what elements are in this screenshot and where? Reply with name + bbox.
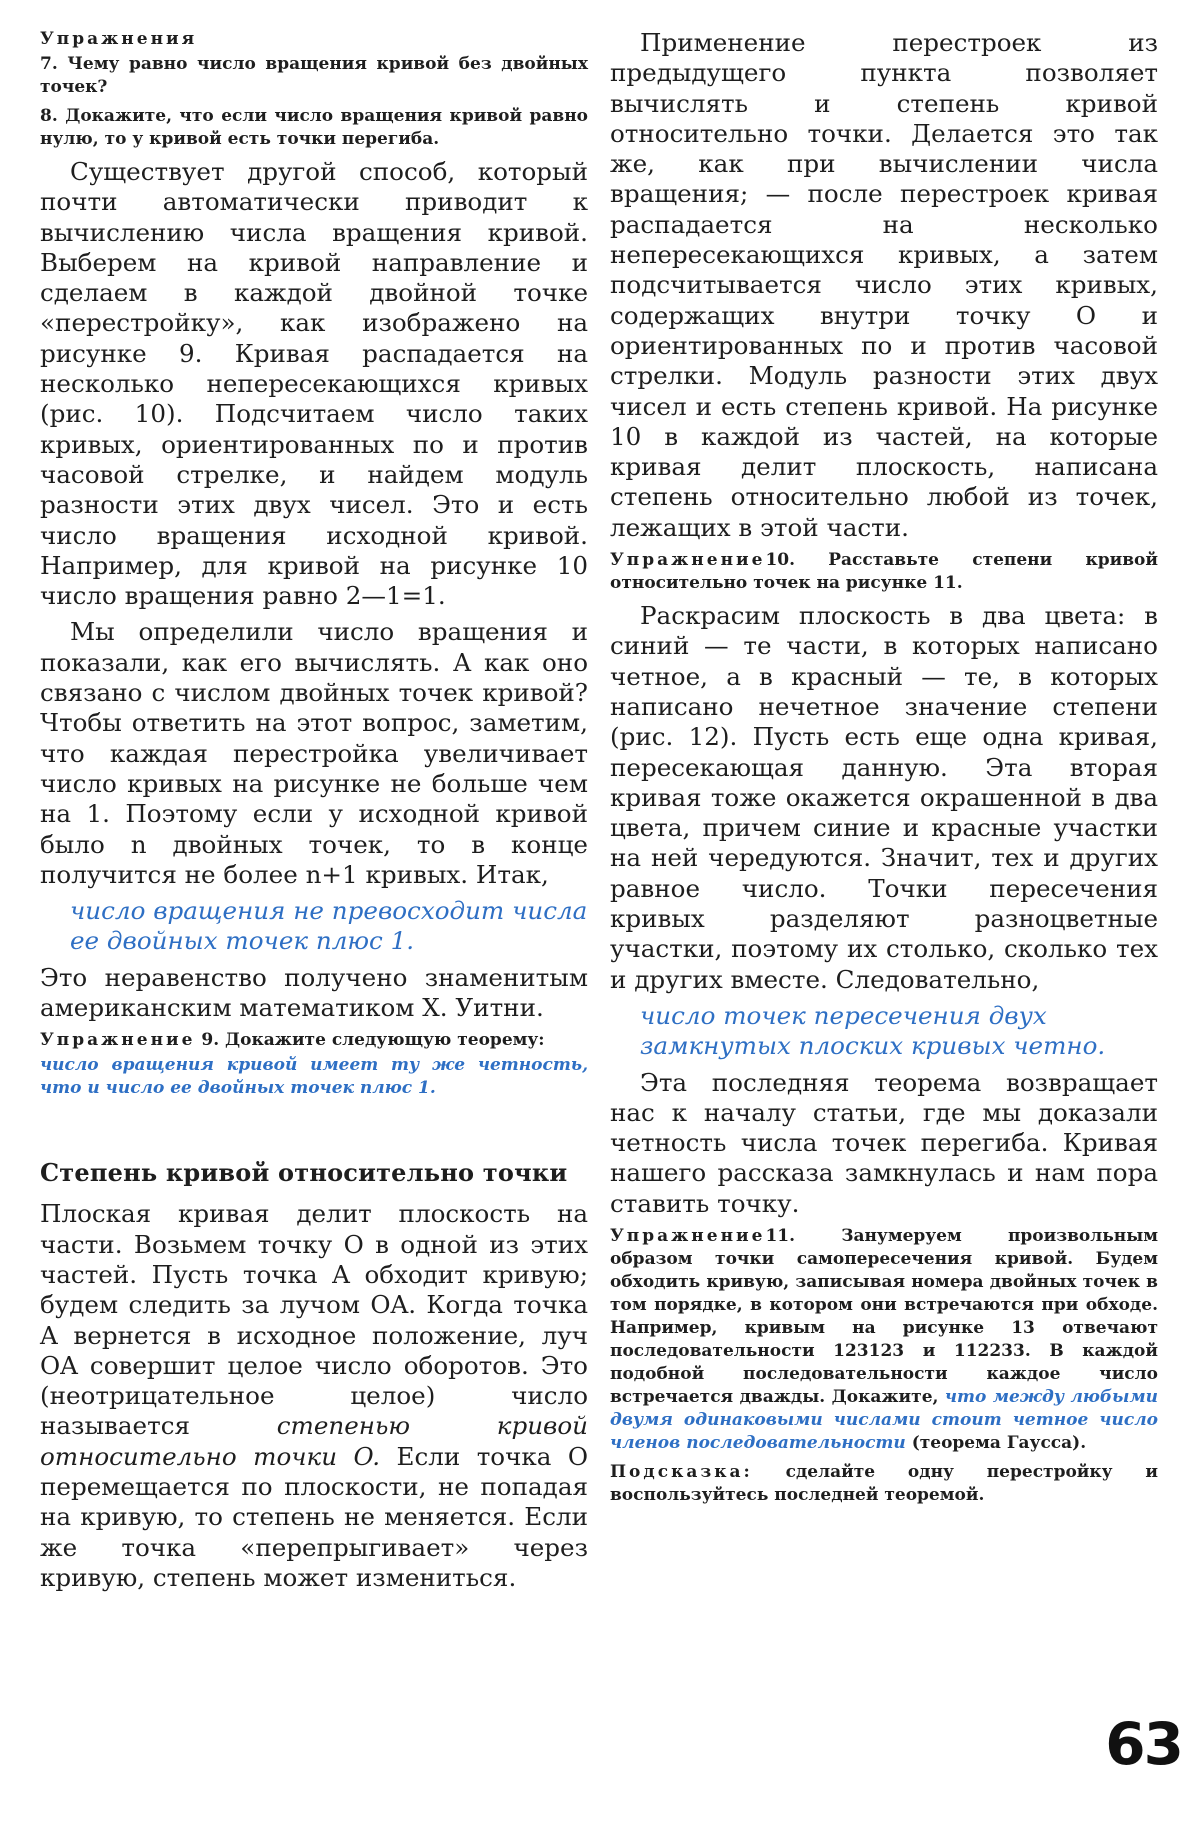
exercise-9-theorem: число вращения кривой имеет ту же четность, что и число ее двойных точек плюс 1. <box>40 1055 588 1099</box>
paragraph-rotation-method: Существует другой способ, который почти автоматически приводит к вычислению числа вращения кривой. Выберем на кривой направление и сделаем в каждой двойной точке «перестройку», как изображено на рисунке 9. Кривая распадается на несколько непересекающихся кривых (рис. 10). Подсчитаем число таких кривых, ориентированных по и против часовой стрелке, и найдем модуль разности этих двух чисел. Это и есть число вращения исходной кривой. Например, для кривой на рисунке 10 число вращения равно 2—1=1. <box>40 157 588 611</box>
exercise-9-number: 9. <box>201 1030 220 1051</box>
exercise-7-number: 7. <box>40 54 58 74</box>
exercise-10-label: Упражнение <box>610 550 766 571</box>
exercise-11-gauss: (теорема Гаусса). <box>911 1432 1087 1453</box>
exercise-10-number: 10. <box>765 550 796 571</box>
theorem-intersections: число точек пересечения двух замкнутых плоских кривых четно. <box>640 1000 1106 1061</box>
exercise-11-text: Занумеруем произвольным образом точки самопересечения кривой. Будем обходить кривую, записывая номера двойных точек в том порядке, в котором они встречаются при обходе. Например, кривым на рисунке 13 отвечают последовательности 123123 и 112233. В каждой подобной последовательности каждое число встречается дважды. Докажите, <box>610 1225 1158 1407</box>
hint-text: сделайте одну перестройку и воспользуйтесь последней теоремой. <box>610 1461 1158 1505</box>
degree-definition-continued: Если точка O перемещается по плоскости, не попадая на кривую, то степень не меняется. Если же точка «перепрыгивает» через кривую, степень может измениться. <box>40 1441 589 1592</box>
exercises-heading: Упражнения <box>40 29 198 49</box>
exercise-10-text: Расставьте степени кривой относительно точек на рисунке 11. <box>610 550 1158 594</box>
exercise-9 <box>40 1029 588 1100</box>
paragraph-degree-definition <box>40 1199 588 1593</box>
exercise-8-number: 8. <box>40 106 58 126</box>
hint-label: Подсказка: <box>610 1461 753 1482</box>
exercise-11-theorem: что между любыми двумя одинаковыми числами стоит четное число членов последовательности <box>610 1386 1159 1453</box>
degree-definition-text: Плоская кривая делит плоскость на части. Возьмем точку O в одной из этих частей. Пусть точка A обходит кривую; будем следить за лучом OA. Когда точка A вернется в исходное положение, луч OA совершит целое число оборотов. Это (неотрицательное целое) число называется <box>40 1199 588 1441</box>
exercise-9-text: Докажите следующую теорему: <box>225 1030 545 1051</box>
right-body-middle <box>610 601 1158 1219</box>
degree-term: степенью кривой относительно точки O. <box>40 1411 588 1471</box>
section-title: Степень кривой относительно точки <box>40 1158 568 1188</box>
theorem-whitney: число вращения не превосходит числа ее двойных точек плюс 1. <box>70 896 588 956</box>
page-number: 63 <box>1105 1710 1182 1778</box>
exercise-7-text: Чему равно число вращения кривой без двойных точек? <box>40 54 588 97</box>
right-column <box>610 28 1158 1513</box>
paragraph-degree-computation: Применение перестроек из предыдущего пункта позволяет вычислять и степень кривой относительно точки. Делается это так же, как при вычислении числа вращения; — после перестроек кривая распадается на несколько непересекающихся кривых, а затем подсчитывается число этих кривых, содержащих внутри точку O и ориентированных по и против часовой стрелки. Модуль разности этих двух чисел и есть степень кривой. На рисунке 10 в каждой из частей, на которые кривая делит плоскость, написана степень относительно любой из точек, лежащих в этой части. <box>610 28 1158 542</box>
left-section-body <box>40 1199 588 1593</box>
exercise-11 <box>610 1225 1158 1507</box>
exercise-11-number: 11. <box>765 1225 796 1246</box>
left-body <box>40 157 588 1023</box>
right-body-top <box>610 28 1158 543</box>
exercises-7-8 <box>40 28 588 151</box>
paragraph-coloring: Раскрасим плоскость в два цвета: в синий — те части, в которых написано четное, а в красный — те, в которых написано нечетное значение степени (рис. 12). Пусть есть еще одна кривая, пересекающая данную. Эта вторая кривая тоже окажется окрашенной в два цвета, причем синие и красные участки на ней чередуются. Значит, тех и других равное число. Точки пересечения кривых разделяют разноцветные участки, поэтому их столько, сколько тех и других вместе. Следовательно, <box>610 601 1158 994</box>
paragraph-conclusion: Эта последняя теорема возвращает нас к началу статьи, где мы доказали четность числа точек перегиба. Кривая нашего рассказа замкнулась и нам пора ставить точку. <box>610 1067 1158 1218</box>
exercise-9-label: Упражнение <box>40 1030 196 1051</box>
exercise-8-text: Докажите, что если число вращения кривой равно нулю, то у кривой есть точки перегиба. <box>40 106 589 149</box>
paragraph-double-points: Мы определили число вращения и показали, как его вычислять. А как оно связано с числом двойных точек кривой? Чтобы ответить на этот вопрос, заметим, что каждая перестройка увеличивает число кривых на рисунке не больше чем на 1. Поэтому если у исходной кривой было n двойных точек, то в конце получится не более n+1 кривых. Итак, <box>40 617 588 889</box>
exercise-11-label: Упражнение <box>610 1225 766 1246</box>
paragraph-whitney: Это неравенство получено знаменитым американским математиком Х. Уитни. <box>40 962 588 1023</box>
exercise-10 <box>610 549 1158 595</box>
left-column <box>40 28 588 1599</box>
